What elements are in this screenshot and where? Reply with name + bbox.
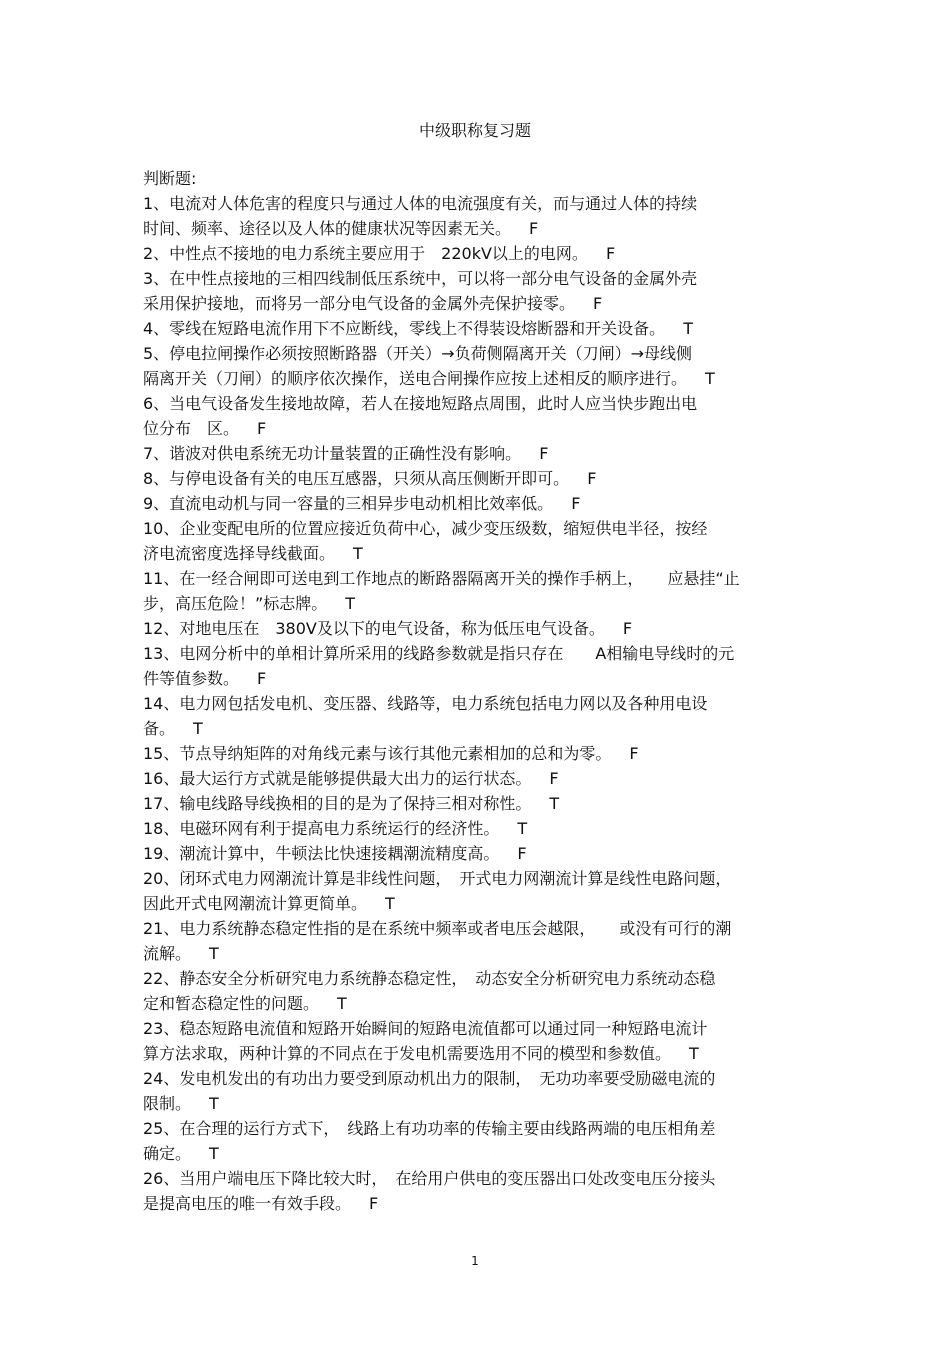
answer-mark: T <box>209 1144 219 1163</box>
question-text: 算方法求取，两种计算的不同点在于发电机需要选用不同的模型和参数值。 <box>143 1044 672 1063</box>
question-line <box>143 1118 843 1140</box>
question-text: 17、输电线路导线换相的目的是为了保持三相对称性。 <box>143 794 532 813</box>
question-text: 22、静态安全分析研究电力系统静态稳定性， 动态安全分析研究电力系统动态稳 <box>143 969 716 988</box>
question-line <box>143 293 843 315</box>
question-text: 时间、频率、途径以及人体的健康状况等因素无关。 <box>143 219 512 238</box>
question-line <box>143 718 843 740</box>
page-number: 1 <box>471 1254 479 1268</box>
question-text: 隔离开关（刀闸）的顺序依次操作，送电合闸操作应按上述相反的顺序进行。 <box>143 369 688 388</box>
question-line <box>143 193 843 215</box>
answer-mark: T <box>385 894 395 913</box>
answer-mark: F <box>571 494 581 513</box>
answer-mark: T <box>705 369 715 388</box>
question-line <box>143 243 843 265</box>
answer-mark: T <box>337 994 347 1013</box>
question-line <box>143 568 843 590</box>
question-line <box>143 968 843 990</box>
question-line <box>143 318 843 340</box>
question-line <box>143 918 843 940</box>
question-text: 限制。 <box>143 1094 192 1113</box>
question-line <box>143 368 843 390</box>
question-text: 备。 <box>143 719 176 738</box>
question-text: 位分布 区。 <box>143 419 240 438</box>
answer-mark: F <box>257 669 267 688</box>
question-line <box>143 1093 843 1115</box>
question-line <box>143 693 843 715</box>
question-line <box>143 393 843 415</box>
question-text: 步，高压危险！”标志牌。 <box>143 594 328 613</box>
answer-mark: T <box>209 944 219 963</box>
question-line <box>143 1193 843 1215</box>
question-line <box>143 618 843 640</box>
question-text: 13、电网分析中的单相计算所采用的线路参数就是指只存在 A相输电导线时的元 <box>143 644 735 663</box>
question-text: 流解。 <box>143 944 192 963</box>
question-text: 20、闭环式电力网潮流计算是非线性问题， 开式电力网潮流计算是线性电路问题， <box>143 869 732 888</box>
answer-mark: F <box>605 244 616 263</box>
question-text: 1、电流对人体危害的程度只与通过人体的电流强度有关，而与通过人体的持续 <box>143 194 698 213</box>
question-text: 8、与停电设备有关的电压互感器，只须从高压侧断开即可。 <box>143 469 570 488</box>
page-title: 中级职称复习题 <box>418 121 531 140</box>
answer-mark: T <box>193 719 203 738</box>
question-text: 5、停电拉闸操作必须按照断路器（开关）→负荷侧隔离开关（刀闸）→母线侧 <box>143 344 692 363</box>
answer-mark: F <box>593 294 603 313</box>
question-text: 济电流密度选择导线截面。 <box>143 544 336 563</box>
question-line <box>143 418 843 440</box>
question-line <box>143 593 843 615</box>
question-text: 24、发电机发出的有功出力要受到原动机出力的限制， 无功功率要受励磁电流的 <box>143 1069 716 1088</box>
answer-mark: T <box>689 1044 699 1063</box>
question-line <box>143 768 843 790</box>
question-text: 7、谐波对供电系统无功计量装置的正确性没有影响。 <box>143 444 522 463</box>
question-line <box>143 343 843 365</box>
question-text: 件等值参数。 <box>143 669 240 688</box>
answer-mark: F <box>587 469 597 488</box>
answer-mark: F <box>622 619 633 638</box>
answer-mark: T <box>549 794 560 813</box>
question-line <box>143 843 843 865</box>
question-line <box>143 268 843 290</box>
answer-mark: T <box>517 819 528 838</box>
question-text: 11、在一经合闸即可送电到工作地点的断路器隔离开关的操作手柄上， 应悬挂“止 <box>143 569 740 588</box>
question-text: 21、电力系统静态稳定性指的是在系统中频率或者电压会越限， 或没有可行的潮 <box>143 919 732 938</box>
question-line <box>143 943 843 965</box>
question-text: 9、直流电动机与同一容量的三相异步电动机相比效率低。 <box>143 494 554 513</box>
answer-mark: F <box>549 769 559 788</box>
answer-mark: F <box>539 444 549 463</box>
question-line <box>143 1043 843 1065</box>
question-text: 3、在中性点接地的三相四线制低压系统中，可以将一部分电气设备的金属外壳 <box>143 269 698 288</box>
question-text: 16、最大运行方式就是能够提供最大出力的运行状态。 <box>143 769 532 788</box>
question-line <box>143 893 843 915</box>
question-line <box>143 218 843 240</box>
question-text: 12、对地电压在 380V及以下的电气设备，称为低压电气设备。 <box>143 619 605 638</box>
answer-mark: T <box>345 594 356 613</box>
question-text: 2、中性点不接地的电力系统主要应用于 220kV以上的电网。 <box>143 244 588 263</box>
question-text: 14、电力网包括发电机、变压器、线路等，电力系统包括电力网以及各种用电设 <box>143 694 708 713</box>
question-line <box>143 518 843 540</box>
question-text: 是提高电压的唯一有效手段。 <box>143 1194 352 1213</box>
answer-mark: F <box>257 419 267 438</box>
question-text: 19、潮流计算中，牛顿法比快速接耦潮流精度高。 <box>143 844 500 863</box>
question-line <box>143 493 843 515</box>
answer-mark: F <box>629 744 639 763</box>
question-line <box>143 1143 843 1165</box>
question-line <box>143 868 843 890</box>
question-text: 4、零线在短路电流作用下不应断线，零线上不得装设熔断器和开关设备。 <box>143 319 666 338</box>
answer-mark: T <box>353 544 363 563</box>
question-line <box>143 1018 843 1040</box>
question-text: 采用保护接地，而将另一部分电气设备的金属外壳保护接零。 <box>143 294 576 313</box>
question-text: 确定。 <box>143 1144 192 1163</box>
question-text: 26、当用户端电压下降比较大时， 在给用户供电的变压器出口处改变电压分接头 <box>143 1169 716 1188</box>
question-text: 6、当电气设备发生接地故障，若人在接地短路点周围，此时人应当快步跑出电 <box>143 394 698 413</box>
question-text: 18、电磁环网有利于提高电力系统运行的经济性。 <box>143 819 500 838</box>
question-line <box>143 1168 843 1190</box>
question-line <box>143 468 843 490</box>
question-text: 定和暂态稳定性的问题。 <box>143 994 320 1013</box>
answer-mark: F <box>529 219 539 238</box>
question-line <box>143 543 843 565</box>
answer-mark: T <box>683 319 693 338</box>
question-line <box>143 668 843 690</box>
question-text: 因此开式电网潮流计算更简单。 <box>143 894 368 913</box>
question-text: 15、节点导纳矩阵的对角线元素与该行其他元素相加的总和为零。 <box>143 744 612 763</box>
question-line <box>143 743 843 765</box>
question-line <box>143 993 843 1015</box>
question-line <box>143 1068 843 1090</box>
question-text: 10、企业变配电所的位置应接近负荷中心，减少变压级数，缩短供电半径，按经 <box>143 519 708 538</box>
section-label: 判断题: <box>143 169 197 188</box>
question-text: 23、稳态短路电流值和短路开始瞬间的短路电流值都可以通过同一种短路电流计 <box>143 1019 708 1038</box>
answer-mark: T <box>209 1094 219 1113</box>
question-line <box>143 443 843 465</box>
question-text: 25、在合理的运行方式下， 线路上有功功率的传输主要由线路两端的电压相角差 <box>143 1119 716 1138</box>
question-line <box>143 818 843 840</box>
answer-mark: F <box>517 844 527 863</box>
question-line <box>143 793 843 815</box>
question-line <box>143 643 843 665</box>
answer-mark: F <box>369 1194 379 1213</box>
